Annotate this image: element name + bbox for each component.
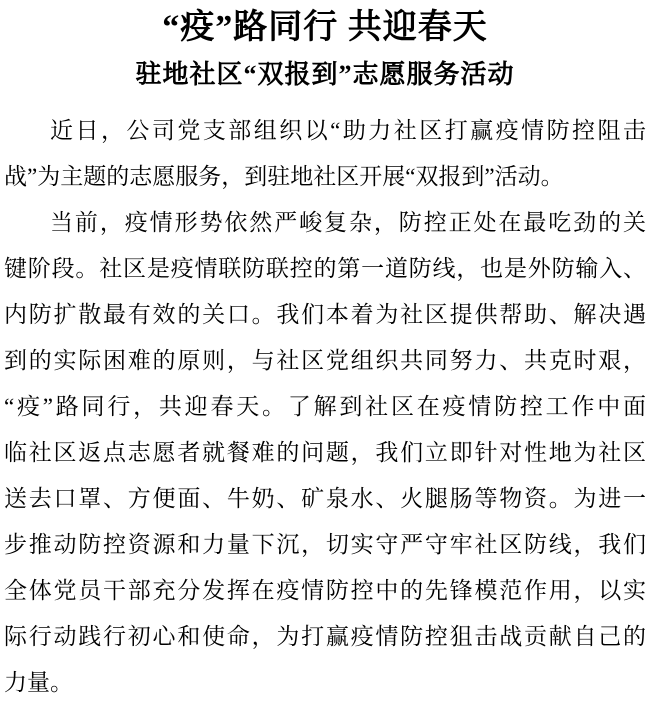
- paragraph-line: 力量。: [4, 670, 73, 695]
- paragraph-line: 步推动防控资源和力量下沉，切实守严守牢社区防线，我们: [4, 532, 646, 557]
- paragraph-line: 送去口罩、方便面、牛奶、矿泉水、火腿肠等物资。为进一: [4, 486, 646, 511]
- paragraph-line: 际行动践行初心和使命，为打赢疫情防控狙击战贡献自己的: [4, 624, 646, 649]
- document-subtitle: 驻地社区“双报到”志愿服务活动: [135, 60, 515, 89]
- paragraph-line: 键阶段。社区是疫情联防联控的第一道防线，也是外防输入、: [4, 256, 646, 281]
- paragraph-line: “疫”路同行，共迎春天。了解到社区在疫情防控工作中面: [4, 394, 646, 419]
- document-title: “疫”路同行 共迎春天: [162, 9, 488, 46]
- paragraph-line: 近日，公司党支部组织以“助力社区打赢疫情防控阻击: [50, 118, 646, 143]
- paragraph: [4, 200, 646, 704]
- paragraph-line: 战”为主题的志愿服务，到驻地社区开展“双报到”活动。: [4, 164, 564, 189]
- paragraph-line: 全体党员干部充分发挥在疫情防控中的先锋模范作用，以实: [4, 578, 646, 603]
- paragraph: [4, 108, 646, 200]
- document-body: [0, 108, 650, 704]
- paragraph-line: 到的实际困难的原则，与社区党组织共同努力、共克时艰，: [4, 348, 646, 373]
- paragraph-line: 内防扩散最有效的关口。我们本着为社区提供帮助、解决遇: [4, 302, 646, 327]
- paragraph-line: 当前，疫情形势依然严峻复杂，防控正处在最吃劲的关: [50, 210, 646, 235]
- paragraph-line: 临社区返点志愿者就餐难的问题，我们立即针对性地为社区: [4, 440, 646, 465]
